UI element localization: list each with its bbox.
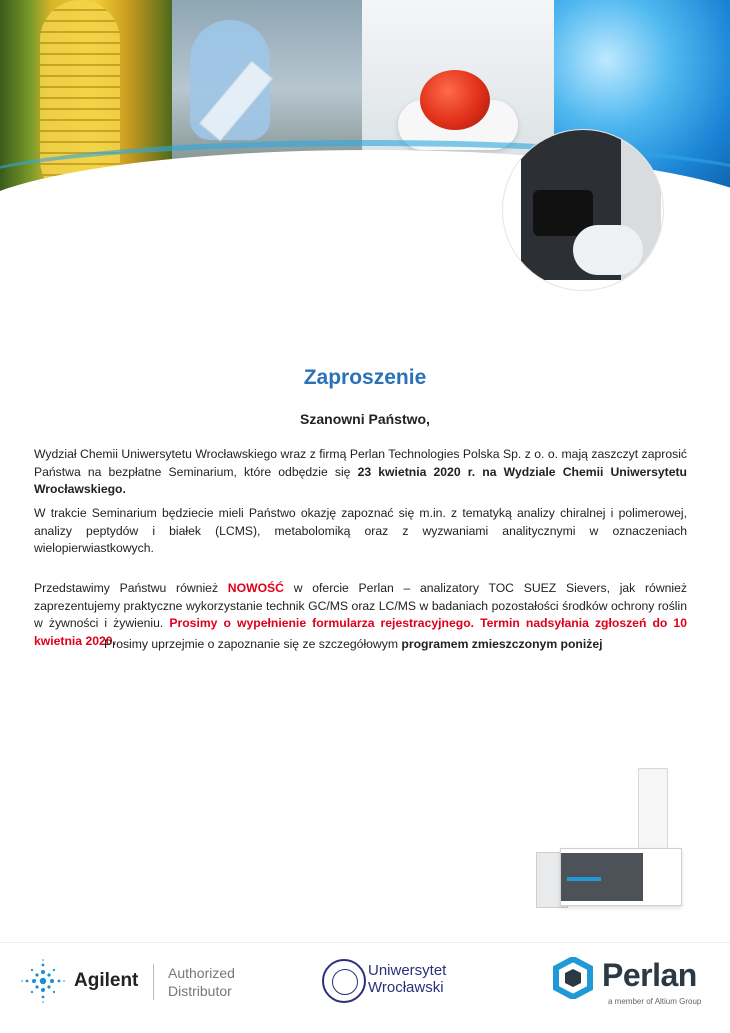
program-text: Prosimy uprzejmie o zapoznanie się ze szczegółowym — [104, 637, 402, 651]
instrument-photo-circle — [503, 130, 663, 290]
agilent-name: Agilent — [74, 970, 139, 991]
authorized-distributor — [168, 964, 235, 1000]
university-logo — [322, 959, 472, 1007]
paragraph-program — [104, 637, 704, 651]
news-text-body: w ofercie Perlan – analizatory TOC SUEZ Sievers, jak również zaprezentujemy praktyczne wykorzystanie technik GC/MS oraz LC/MS w badaniach pozostałości środków ochrony roślin w żywności i żywieniu. — [34, 581, 687, 630]
footer-divider — [0, 942, 730, 943]
instrument-chassis — [560, 848, 682, 906]
perlan-logo — [552, 955, 712, 1011]
paragraph-topics: W trakcie Seminarium będziecie mieli Państwo okazję zapoznać się m.in. z tematyką analizy chiralnej i polimerowej, analizy peptydów i białek (LCMS), metabolomiką oraz z wyzwaniami analitycznymi w oznaczeniach wielopierwiastkowych. — [34, 506, 687, 555]
perlan-name: Perlan — [602, 957, 697, 993]
invitation-title: Zaproszenie — [303, 366, 427, 389]
instrument-status-bar — [567, 877, 601, 881]
new-highlight: NOWOŚĆ — [227, 581, 284, 595]
perlan-tagline: a member of Altium Group — [608, 997, 702, 1006]
salutation: Szanowni Państwo, — [300, 411, 430, 427]
gloved-hand — [573, 225, 643, 275]
university-name-line2: Wrocławski — [368, 979, 444, 996]
perlan-mark-icon — [552, 957, 594, 999]
instrument-column — [638, 768, 668, 860]
university-name — [368, 962, 446, 996]
event-date-location: 23 kwietnia 2020 r. na Wydziale Chemii Uniwersytetu Wrocławskiego. — [34, 464, 687, 496]
paragraph-intro — [34, 446, 687, 499]
seal-eagle — [332, 969, 358, 995]
distributor-label: Distributor — [168, 983, 232, 999]
registration-notice: Prosimy o wypełnienie formularza rejestracyjnego. Termin nadsyłania zgłoszeń do 10 kwietnia 2020. — [34, 616, 687, 648]
agilent-separator — [153, 964, 154, 1000]
tomato — [420, 70, 490, 130]
agilent-spark-icon — [20, 958, 66, 1004]
agilent-logo — [20, 958, 240, 1008]
program-link-text: programem zmieszczonym poniżej — [401, 637, 603, 651]
university-seal-icon — [322, 959, 366, 1003]
university-name-line1: Uniwersytet — [368, 962, 447, 979]
instrument-front-panel — [561, 853, 643, 901]
intro-text: Wydział Chemii Uniwersytetu Wrocławskiego wraz z firmą Perlan Technologies Polska Sp. z o. o. mają zaszczyt zaprosić Państwa na bezpłatne Seminarium, które odbędzie się — [34, 447, 687, 479]
news-text-start: Przedstawimy Państwu również — [34, 581, 228, 595]
lcms-instrument-image — [530, 768, 690, 910]
authorized-label: Authorized — [168, 965, 235, 981]
